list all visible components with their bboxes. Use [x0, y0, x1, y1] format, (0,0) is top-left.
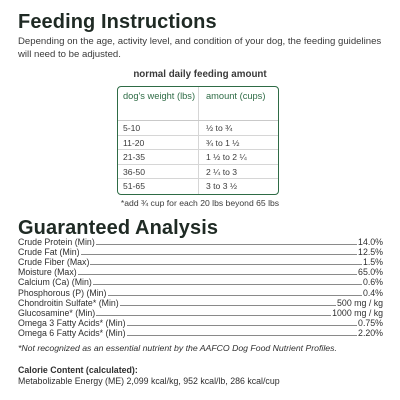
analysis-row [18, 318, 383, 328]
leader-line [90, 264, 362, 265]
analysis-value: 0.75% [358, 317, 383, 328]
analysis-name: Calcium (Ca) (Min) [18, 277, 92, 288]
feeding-table [117, 86, 279, 195]
analysis-value: 500 mg / kg [337, 297, 383, 308]
weight-cell: 51-65 [118, 179, 199, 194]
weight-cell: 36-50 [118, 165, 199, 179]
calorie-content-label: Calorie Content (calculated): [18, 365, 138, 375]
analysis-value: 0.6% [362, 277, 383, 288]
guaranteed-analysis-list [18, 237, 383, 338]
analysis-value: 65.0% [358, 267, 383, 278]
analysis-value: 1000 mg / kg [332, 307, 383, 318]
leader-line [96, 315, 331, 316]
amount-cell: 3 to 3 ½ [206, 181, 238, 192]
analysis-name: Glucosamine* (Min) [18, 307, 96, 318]
analysis-name: Chondroitin Sulfate* (Min) [18, 297, 119, 308]
analysis-row [18, 247, 383, 257]
guaranteed-analysis-title: Guaranteed Analysis [18, 217, 219, 239]
calorie-content-value: Metabolizable Energy (ME) 2,099 kcal/kg, 952 kcal/lb, 286 kcal/cup [18, 376, 280, 386]
analysis-row [18, 237, 383, 247]
table-row [118, 179, 278, 194]
feeding-instructions-title: Feeding Instructions [18, 11, 217, 33]
analysis-value: 2.20% [358, 327, 383, 338]
feeding-table-header [118, 87, 278, 121]
analysis-name: Omega 6 Fatty Acids* (Min) [18, 327, 126, 338]
table-row [118, 136, 278, 151]
analysis-name: Crude Fat (Min) [18, 247, 80, 258]
weight-cell: 11-20 [118, 136, 199, 150]
feeding-table-caption: normal daily feeding amount [133, 69, 267, 80]
analysis-value: 1.5% [362, 257, 383, 268]
feeding-footnote: *add ¾ cup for each 20 lbs beyond 65 lbs [120, 198, 280, 208]
analysis-name: Moisture (Max) [18, 267, 77, 278]
analysis-row [18, 287, 383, 297]
analysis-row [18, 328, 383, 338]
amount-cell: ¾ to 1 ½ [206, 137, 240, 148]
leader-line [127, 325, 357, 326]
table-row [118, 121, 278, 136]
analysis-name: Crude Fiber (Max) [18, 257, 90, 268]
analysis-value: 12.5% [358, 247, 383, 258]
analysis-row [18, 257, 383, 267]
leader-line [81, 254, 357, 255]
leader-line [120, 305, 336, 306]
weight-column-header: dog's weight (lbs) [118, 87, 199, 120]
leader-line [93, 284, 362, 285]
table-row [118, 150, 278, 165]
analysis-row [18, 308, 383, 318]
analysis-row [18, 267, 383, 277]
analysis-value: 0.4% [362, 287, 383, 298]
analysis-row [18, 298, 383, 308]
feeding-intro-text: Depending on the age, activity level, and condition of your dog, the feeding guidelines will need to be adjusted. [18, 36, 382, 60]
weight-cell: 5-10 [118, 121, 199, 135]
amount-column-header: amount (cups) [206, 91, 266, 101]
leader-line [96, 244, 357, 245]
leader-line [127, 335, 357, 336]
leader-line [108, 295, 362, 296]
weight-cell: 21-35 [118, 150, 199, 164]
amount-cell: 2 ¼ to 3 [206, 166, 238, 177]
analysis-name: Crude Protein (Min) [18, 237, 95, 248]
amount-cell: ½ to ¾ [206, 123, 233, 133]
analysis-value: 14.0% [358, 237, 383, 248]
leader-line [78, 274, 357, 275]
table-row [118, 165, 278, 180]
aafco-footnote: *Not recognized as an essential nutrient by the AAFCO Dog Food Nutrient Profiles. [18, 343, 337, 353]
analysis-name: Omega 3 Fatty Acids* (Min) [18, 317, 126, 328]
analysis-name: Phosphorous (P) (Min) [18, 287, 107, 298]
analysis-row [18, 277, 383, 287]
amount-cell: 1 ½ to 2 ¼ [206, 152, 247, 163]
